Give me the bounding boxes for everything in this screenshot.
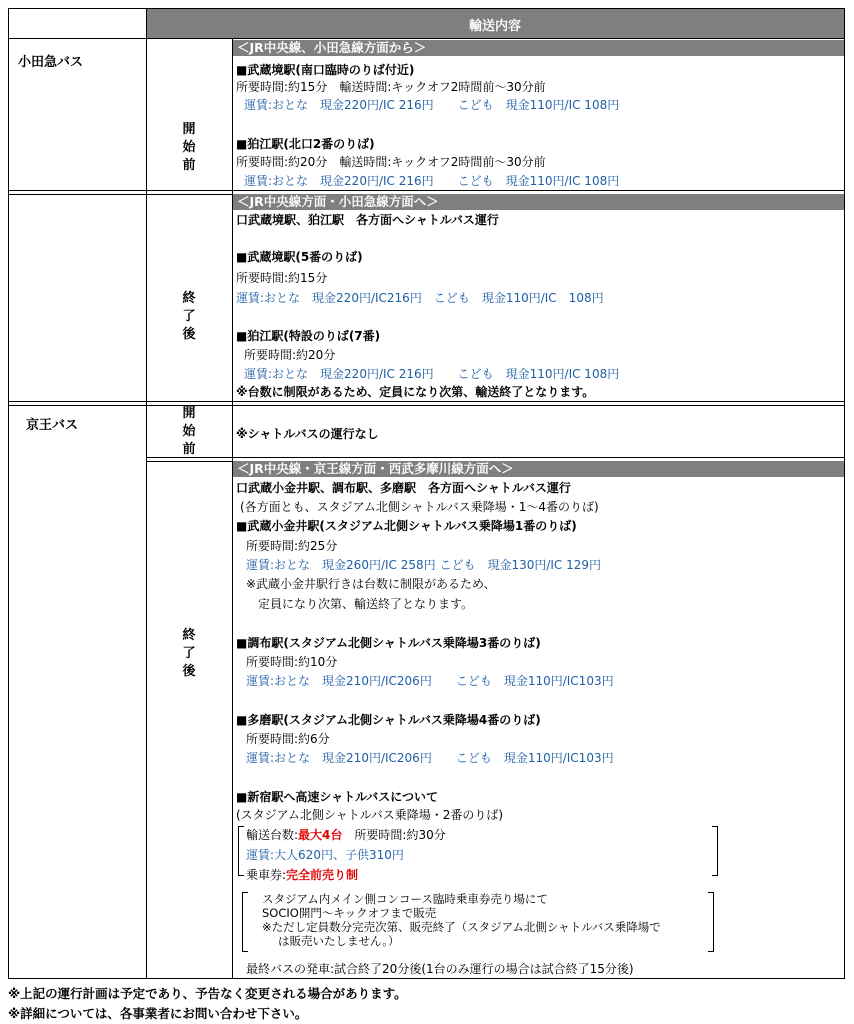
odakyu-after-s2-fare: 運賃:おとな 現金220円/IC 216円 こども 現金110円/IC 108円 <box>244 367 620 381</box>
odakyu-before-s1-fare: 運賃:おとな 現金220円/IC 216円 こども 現金110円/IC 108円 <box>244 98 620 112</box>
odakyu-before-s2-fare: 運賃:おとな 現金220円/IC 216円 こども 現金110円/IC 108円 <box>244 174 620 188</box>
table-left-border <box>8 8 9 979</box>
keio-after-s4-sale2: SOCIO開門～キックオフまで販売 <box>262 906 437 920</box>
s4-count-time: 所要時間:約30分 <box>354 828 446 842</box>
keio-after-s2-time: 所要時間:約10分 <box>246 655 338 669</box>
keio-after-s1-note1: ※武蔵小金井駅行きは台数に制限があるため、 <box>246 577 496 591</box>
keio-after-s3-fare: 運賃:おとな 現金210円/IC206円 こども 現金110円/IC103円 <box>246 751 614 765</box>
odakyu-after-s1-fare: 運賃:おとな 現金220円/IC216円 こども 現金110円/IC 108円 <box>236 291 604 305</box>
odakyu-after-s2-time: 所要時間:約20分 <box>244 348 336 362</box>
keio-after-last-bus: 最終バスの発車:試合終了20分後(1台のみ運行の場合は試合終了15分後) <box>246 962 634 976</box>
bracket-right-1 <box>712 826 718 876</box>
company-odakyu: 小田急バス <box>18 55 84 70</box>
s4-count-value: 最大4台 <box>298 828 343 842</box>
keio-after-s2-fare: 運賃:おとな 現金210円/IC206円 こども 現金110円/IC103円 <box>246 674 614 688</box>
keio-after-s4-sale1: スタジアム内メイン側コンコース臨時乗車券売り場にて <box>262 892 548 906</box>
row-divider-keio <box>8 401 845 406</box>
keio-after-s2-title: ■調布駅(スタジアム北側シャトルバス乗降場3番のりば) <box>236 636 541 650</box>
keio-after-intro-sub: (各方面とも、スタジアム北側シャトルバス乗降場・1～4番のりば) <box>240 500 599 514</box>
period-after-odakyu: 終 了 後 <box>182 291 196 342</box>
keio-after-s4-sale4: は販売いたしません。） <box>278 934 400 948</box>
keio-after-s1-fare: 運賃:おとな 現金260円/IC 258円 こども 現金130円/IC 129円 <box>246 558 602 572</box>
keio-after-s1-title: ■武蔵小金井駅(スタジアム北側シャトルバス乗降場1番のりば) <box>236 519 577 533</box>
s4-ticket-value: 完全前売り制 <box>286 868 359 882</box>
company-column-border <box>146 8 147 979</box>
header-title: 輸送内容 <box>468 19 521 34</box>
keio-after-s4-ticket <box>246 868 358 883</box>
keio-after-s1-time: 所要時間:約25分 <box>246 539 338 553</box>
odakyu-after-intro: 口武蔵境駅、狛江駅 各方面へシャトルバス運行 <box>236 213 499 227</box>
bracket-right-2 <box>708 892 714 952</box>
keio-after-s4-fare: 運賃:大人620円、子供310円 <box>246 848 404 862</box>
keio-after-s4-count <box>246 828 446 843</box>
period-before-odakyu: 開 始 前 <box>182 122 196 173</box>
odakyu-after-note: ※台数に制限があるため、定員になり次第、輸送終了となります。 <box>236 385 595 399</box>
footer-note-1: ※上記の運行計画は予定であり、予告なく変更される場合があります。 <box>8 986 407 1001</box>
keio-after-s4-title: ■新宿駅へ高速シャトルバスについて <box>236 790 439 804</box>
header-bottom-border <box>8 38 845 39</box>
footer-note-2: ※詳細については、各事業者にお問い合わせ下さい。 <box>8 1006 308 1021</box>
period-column-border <box>232 38 233 979</box>
keio-after-s3-time: 所要時間:約6分 <box>246 732 330 746</box>
bracket-left-2 <box>242 892 248 952</box>
odakyu-after-s2-title: ■狛江駅(特設のりば(7番) <box>236 329 381 343</box>
odakyu-before-s1-time: 所要時間:約15分 輸送時間:キックオフ2時間前～30分前 <box>236 80 546 94</box>
keio-after-intro: 口武蔵小金井駅、調布駅、多磨駅 各方面へシャトルバス運行 <box>236 481 571 495</box>
bracket-left-1 <box>238 826 244 876</box>
keio-after-bar: ＜JR中央線・京王線方面・西武多摩川線方面へ＞ <box>233 461 844 477</box>
s4-ticket-label: 乗車券: <box>246 868 287 882</box>
odakyu-before-s2-title: ■狛江駅(北口2番のりば) <box>236 137 375 151</box>
keio-before-note: ※シャトルバスの運行なし <box>236 427 379 441</box>
odakyu-before-bar: ＜JR中央線、小田急線方面から＞ <box>233 40 844 56</box>
s4-count-label: 輸送台数: <box>246 828 299 842</box>
table-right-border <box>844 8 845 979</box>
keio-after-s3-title: ■多磨駅(スタジアム北側シャトルバス乗降場4番のりば) <box>236 713 541 727</box>
odakyu-after-s1-time: 所要時間:約15分 <box>236 271 328 285</box>
table-top-border <box>8 8 845 9</box>
company-keio: 京王バス <box>26 418 79 433</box>
period-after-keio: 終 了 後 <box>182 628 196 679</box>
odakyu-after-s1-title: ■武蔵境駅(5番のりば) <box>236 250 363 264</box>
period-before-keio: 開 始 前 <box>182 406 196 457</box>
keio-after-s1-note2: 定員になり次第、輸送終了となります。 <box>258 597 474 611</box>
keio-after-s4-sub: (スタジアム北側シャトルバス乗降場・2番のりば) <box>236 808 504 822</box>
odakyu-before-s1-title: ■武蔵境駅(南口臨時のりば付近) <box>236 63 415 77</box>
keio-after-s4-sale3: ※ただし定員数分完売次第、販売終了（スタジアム北側シャトルバス乗降場で <box>262 920 661 934</box>
odakyu-after-bar: ＜JR中央線方面・小田急線方面へ＞ <box>233 194 844 210</box>
odakyu-before-s2-time: 所要時間:約20分 輸送時間:キックオフ2時間前～30分前 <box>236 155 546 169</box>
table-bottom-border <box>8 978 845 979</box>
